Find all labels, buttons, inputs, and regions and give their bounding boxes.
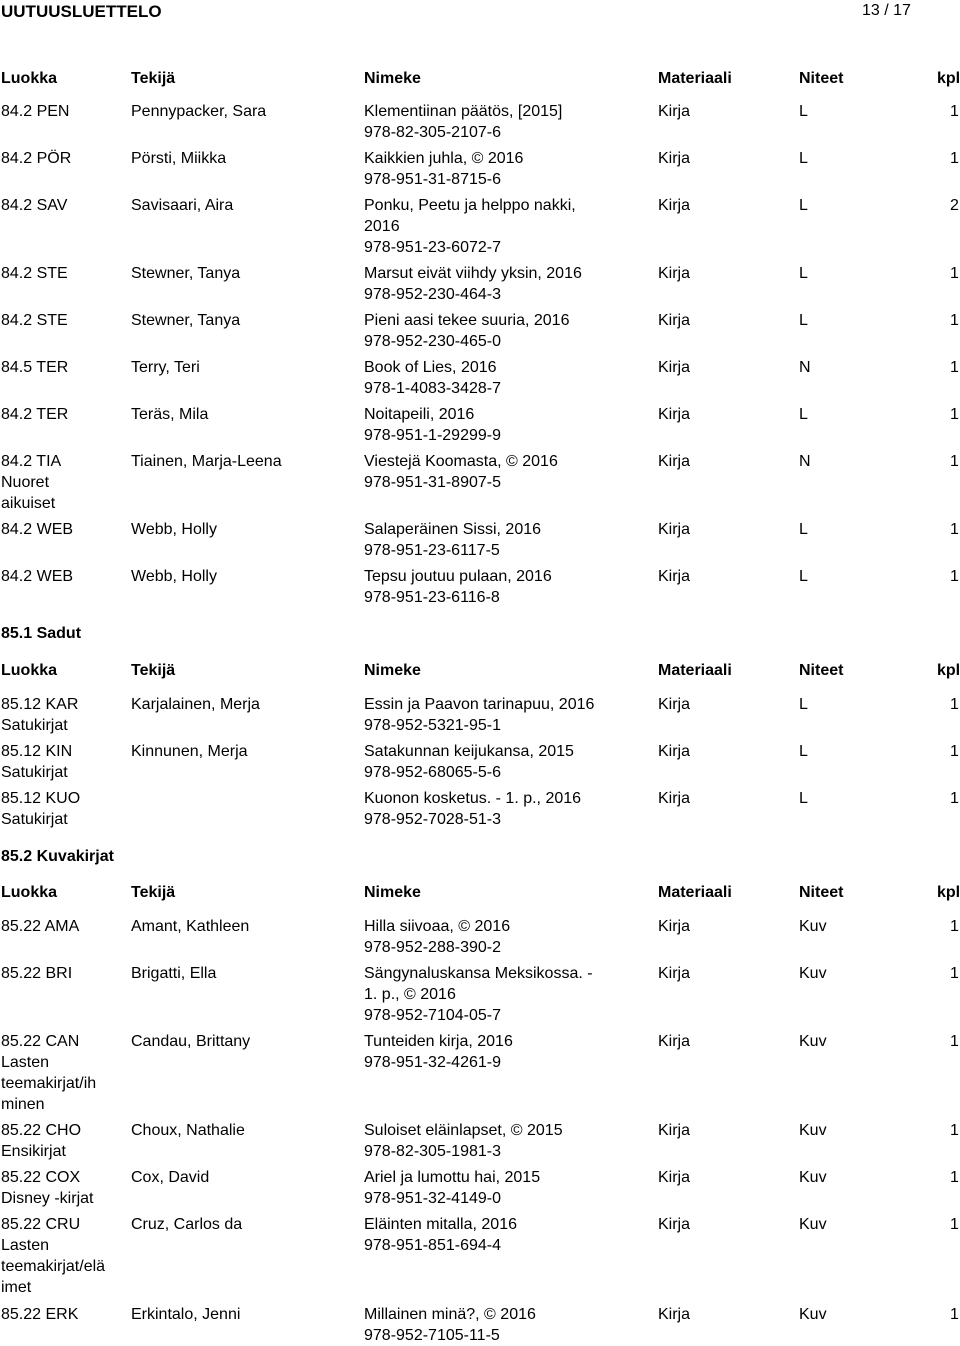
column-header-luokka: Luokka (1, 70, 58, 87)
classification: 85.22 BRI (1, 965, 73, 982)
column-header-kpl: kpl (937, 662, 960, 679)
title-text: Book of Lies, 2016 (364, 359, 497, 376)
copies-type: Kuv (799, 1216, 827, 1233)
classification: 84.2 WEB (1, 568, 74, 585)
classification: 85.22 CHO Ensikirjat (1, 1122, 82, 1160)
author: Brigatti, Ella (131, 965, 217, 982)
isbn: 978-951-31-8907-5 (364, 474, 501, 491)
title-cell (364, 357, 614, 399)
material: Kirja (658, 103, 691, 120)
quantity: 1 (950, 521, 959, 538)
copies-type: Kuv (799, 1122, 827, 1139)
quantity: 1 (950, 1306, 959, 1323)
author: Tiainen, Marja-Leena (131, 453, 282, 470)
column-header-luokka: Luokka (1, 662, 58, 679)
isbn: 978-82-305-2107-6 (364, 124, 501, 141)
classification: 84.2 PEN (1, 103, 70, 120)
title-cell (364, 1214, 614, 1256)
material: Kirja (658, 312, 691, 329)
title-cell (364, 566, 614, 608)
isbn: 978-951-23-6117-5 (364, 542, 500, 559)
author: Amant, Kathleen (131, 918, 250, 935)
copies-type: L (799, 312, 808, 329)
isbn: 978-952-5321-95-1 (364, 717, 501, 734)
copies-type: L (799, 197, 808, 214)
material: Kirja (658, 197, 691, 214)
classification: 84.2 STE (1, 265, 68, 282)
quantity: 2 (950, 197, 959, 214)
quantity: 1 (950, 1216, 959, 1233)
quantity: 1 (950, 150, 959, 167)
title-text: Eläinten mitalla, 2016 (364, 1216, 517, 1233)
column-header-nimeke: Nimeke (364, 884, 421, 901)
title-cell (364, 916, 614, 958)
classification: 85.22 COX Disney -kirjat (1, 1169, 94, 1207)
title-cell (364, 263, 614, 305)
classification: 84.5 TER (1, 359, 69, 376)
classification: 85.12 KUO Satukirjat (1, 790, 81, 828)
material: Kirja (658, 790, 691, 807)
material: Kirja (658, 743, 691, 760)
author: Teräs, Mila (131, 406, 209, 423)
material: Kirja (658, 150, 691, 167)
copies-type: Kuv (799, 1306, 827, 1323)
copies-type: N (799, 359, 811, 376)
material: Kirja (658, 696, 691, 713)
page-number: 13 / 17 (862, 2, 911, 19)
title-cell (364, 963, 614, 1026)
title-text: Marsut eivät viihdy yksin, 2016 (364, 265, 582, 282)
author: Cruz, Carlos da (131, 1216, 243, 1233)
copies-type: L (799, 696, 808, 713)
quantity: 1 (950, 103, 959, 120)
isbn: 978-952-7104-05-7 (364, 1007, 501, 1024)
copies-type: L (799, 265, 808, 282)
quantity: 1 (950, 265, 959, 282)
isbn: 978-952-68065-5-6 (364, 764, 501, 781)
isbn: 978-951-32-4149-0 (364, 1190, 501, 1207)
column-header-niteet: Niteet (799, 884, 844, 901)
title-text: Millainen minä?, © 2016 (364, 1306, 536, 1323)
quantity: 1 (950, 1033, 959, 1050)
title-cell (364, 101, 614, 143)
quantity: 1 (950, 568, 959, 585)
isbn: 978-951-851-694-4 (364, 1237, 501, 1254)
quantity: 1 (950, 965, 959, 982)
classification: 85.12 KIN Satukirjat (1, 743, 73, 781)
quantity: 1 (950, 918, 959, 935)
title-cell (364, 195, 614, 258)
material: Kirja (658, 568, 691, 585)
classification: 84.2 PÖR (1, 150, 72, 167)
classification: 85.22 AMA (1, 918, 80, 935)
column-header-tekija: Tekijä (131, 662, 176, 679)
material: Kirja (658, 406, 691, 423)
title-text: Noitapeili, 2016 (364, 406, 475, 423)
column-header-materiaali: Materiaali (658, 884, 732, 901)
classification: 84.2 TIA Nuoret aikuiset (1, 453, 62, 512)
quantity: 1 (950, 743, 959, 760)
column-header-kpl: kpl (937, 70, 960, 87)
section-title: 85.1 Sadut (1, 625, 82, 642)
title-text: Essin ja Paavon tarinapuu, 2016 (364, 696, 595, 713)
isbn: 978-951-31-8715-6 (364, 171, 501, 188)
title-text: Sängynaluskansa Meksikossa. - 1. p., © 2016 (364, 965, 593, 1003)
title-cell (364, 519, 614, 561)
quantity: 1 (950, 1169, 959, 1186)
title-text: Satakunnan keijukansa, 2015 (364, 743, 574, 760)
copies-type: Kuv (799, 965, 827, 982)
author: Kinnunen, Merja (131, 743, 248, 760)
title-cell (364, 148, 614, 190)
title-text: Hilla siivoaa, © 2016 (364, 918, 511, 935)
isbn: 978-952-7105-11-5 (364, 1327, 500, 1344)
copies-type: L (799, 568, 808, 585)
copies-type: L (799, 406, 808, 423)
author: Webb, Holly (131, 568, 217, 585)
isbn: 978-82-305-1981-3 (364, 1143, 501, 1160)
title-cell (364, 788, 614, 830)
material: Kirja (658, 918, 691, 935)
copies-type: L (799, 150, 808, 167)
isbn: 978-951-23-6116-8 (364, 589, 500, 606)
column-header-materiaali: Materiaali (658, 70, 732, 87)
isbn: 978-1-4083-3428-7 (364, 380, 501, 397)
title-cell (364, 1031, 614, 1073)
isbn: 978-951-1-29299-9 (364, 427, 501, 444)
copies-type: L (799, 103, 808, 120)
title-text: Kaikkien juhla, © 2016 (364, 150, 524, 167)
author: Savisaari, Aira (131, 197, 234, 214)
column-header-tekija: Tekijä (131, 884, 176, 901)
title-cell (364, 451, 614, 493)
copies-type: L (799, 521, 808, 538)
author: Stewner, Tanya (131, 312, 241, 329)
author: Terry, Teri (131, 359, 200, 376)
title-cell (364, 1120, 614, 1162)
classification: 85.12 KAR Satukirjat (1, 696, 79, 734)
title-text: Klementiinan päätös, [2015] (364, 103, 563, 120)
material: Kirja (658, 1306, 691, 1323)
title-text: Tunteiden kirja, 2016 (364, 1033, 513, 1050)
page-header (0, 0, 960, 26)
column-header-niteet: Niteet (799, 662, 844, 679)
isbn: 978-952-288-390-2 (364, 939, 501, 956)
quantity: 1 (950, 1122, 959, 1139)
classification: 84.2 WEB (1, 521, 74, 538)
material: Kirja (658, 965, 691, 982)
material: Kirja (658, 1122, 691, 1139)
material: Kirja (658, 1216, 691, 1233)
author: Choux, Nathalie (131, 1122, 245, 1139)
author: Karjalainen, Merja (131, 696, 260, 713)
title-text: Viestejä Koomasta, © 2016 (364, 453, 558, 470)
title-text: Kuonon kosketus. - 1. p., 2016 (364, 790, 582, 807)
isbn: 978-952-7028-51-3 (364, 811, 501, 828)
material: Kirja (658, 453, 691, 470)
column-header-tekija: Tekijä (131, 70, 176, 87)
copies-type: Kuv (799, 1033, 827, 1050)
column-header-niteet: Niteet (799, 70, 844, 87)
copies-type: Kuv (799, 1169, 827, 1186)
title-cell (364, 1304, 614, 1346)
title-cell (364, 1167, 614, 1209)
quantity: 1 (950, 696, 959, 713)
isbn: 978-952-230-464-3 (364, 286, 501, 303)
copies-type: L (799, 743, 808, 760)
title-cell (364, 310, 614, 352)
isbn: 978-951-32-4261-9 (364, 1054, 501, 1071)
title-text: Ponku, Peetu ja helppo nakki, 2016 (364, 197, 576, 235)
author: Pennypacker, Sara (131, 103, 267, 120)
column-header-nimeke: Nimeke (364, 662, 421, 679)
author: Cox, David (131, 1169, 210, 1186)
column-header-nimeke: Nimeke (364, 70, 421, 87)
copies-type: N (799, 453, 811, 470)
title-text: Salaperäinen Sissi, 2016 (364, 521, 542, 538)
classification: 85.22 CAN Lasten teemakirjat/ih minen (1, 1033, 97, 1113)
copies-type: L (799, 790, 808, 807)
column-header-luokka: Luokka (1, 884, 58, 901)
classification: 84.2 SAV (1, 197, 68, 214)
copies-type: Kuv (799, 918, 827, 935)
column-header-materiaali: Materiaali (658, 662, 732, 679)
author: Pörsti, Miikka (131, 150, 227, 167)
classification: 85.22 CRU Lasten teemakirjat/elä imet (1, 1216, 106, 1296)
material: Kirja (658, 265, 691, 282)
column-header-kpl: kpl (937, 884, 960, 901)
author: Stewner, Tanya (131, 265, 241, 282)
author: Webb, Holly (131, 521, 217, 538)
quantity: 1 (950, 453, 959, 470)
quantity: 1 (950, 359, 959, 376)
quantity: 1 (950, 406, 959, 423)
isbn: 978-951-23-6072-7 (364, 239, 501, 256)
title-text: Tepsu joutuu pulaan, 2016 (364, 568, 552, 585)
isbn: 978-952-230-465-0 (364, 333, 501, 350)
document-title: UUTUUSLUETTELO (1, 2, 162, 21)
title-cell (364, 694, 614, 736)
quantity: 1 (950, 312, 959, 329)
title-text: Suloiset eläinlapset, © 2015 (364, 1122, 563, 1139)
material: Kirja (658, 1169, 691, 1186)
title-text: Pieni aasi tekee suuria, 2016 (364, 312, 570, 329)
section-title: 85.2 Kuvakirjat (1, 848, 114, 865)
material: Kirja (658, 521, 691, 538)
material: Kirja (658, 1033, 691, 1050)
title-cell (364, 404, 614, 446)
classification: 85.22 ERK (1, 1306, 79, 1323)
title-cell (364, 741, 614, 783)
material: Kirja (658, 359, 691, 376)
classification: 84.2 STE (1, 312, 68, 329)
title-text: Ariel ja lumottu hai, 2015 (364, 1169, 541, 1186)
quantity: 1 (950, 790, 959, 807)
author: Candau, Brittany (131, 1033, 251, 1050)
author: Erkintalo, Jenni (131, 1306, 241, 1323)
classification: 84.2 TER (1, 406, 69, 423)
